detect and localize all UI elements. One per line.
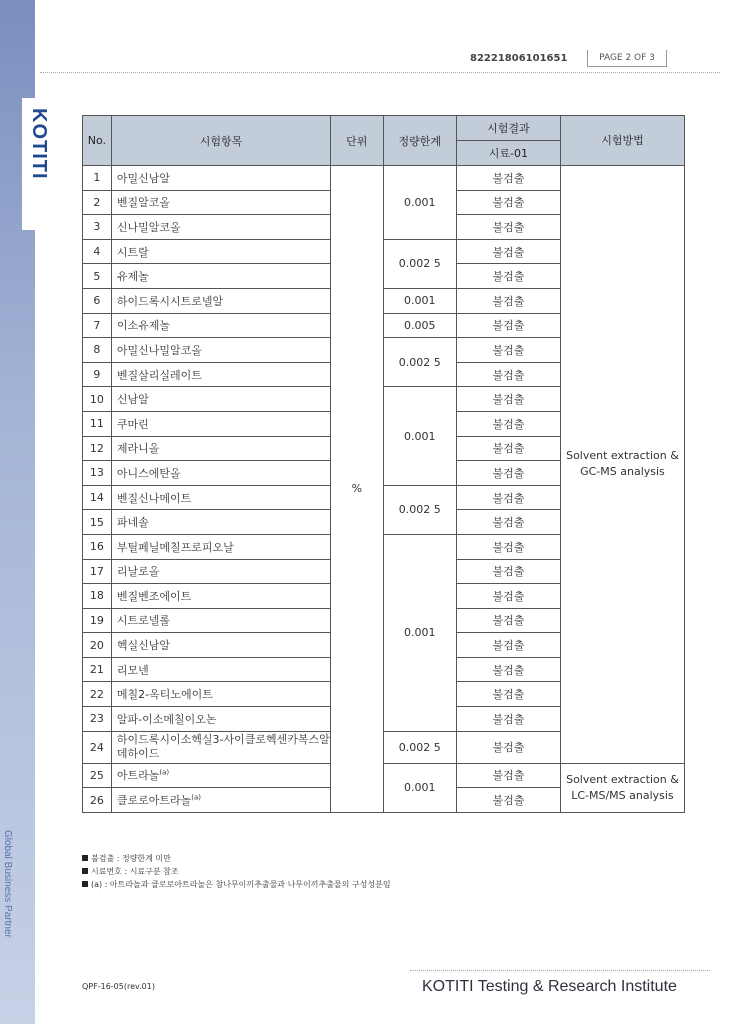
header-no: No. (83, 116, 112, 166)
document-number: 82221806101651 (470, 53, 568, 64)
header-method: 시험방법 (560, 116, 684, 166)
footnote: 불검출 : 정량한계 미만 (82, 852, 391, 865)
header-unit: 단위 (331, 116, 383, 166)
table-row: 9 벤질살리실레이트 불검출 (83, 362, 685, 387)
brand-tagline: Global Business Partner (2, 830, 13, 938)
method-gc: Solvent extraction & GC-MS analysis (560, 166, 684, 764)
table-row: 3 신나밀알코올 불검출 (83, 215, 685, 240)
table-row: 22 메칠2-옥티노에이트 불검출 (83, 682, 685, 707)
table-row: 13 아니스에탄올 불검출 (83, 461, 685, 486)
table-row: 10 신남알 0.001 불검출 (83, 387, 685, 412)
table-body (83, 166, 685, 813)
table-row: 25 아트라놀$^{(a)}$ 0.001 불검출 Solvent extraction & LC-MS/MS analysis (83, 763, 685, 788)
header-limit: 정량한계 (383, 116, 456, 166)
table-row: 26 클로로아트라놀$^{(a)}$ 불검출 (83, 788, 685, 813)
table-row: 17 리날로올 불검출 (83, 559, 685, 584)
header-item: 시험항목 (111, 116, 330, 166)
table-row: 24 하이드록시이소헥실3-사이클로헥센카복스알데하이드 0.002 5 불검출 (83, 731, 685, 763)
test-results-table (82, 115, 685, 813)
table-row: 5 유제놀 불검출 (83, 264, 685, 289)
brand-logo: KOTITI (28, 108, 50, 180)
footnote: (a) : 아트라놀과 클로로아트라놀은 참나무이끼추출물과 나무이끼추출물의 구성성분임 (82, 878, 391, 891)
table-row: 2 벤질알코올 불검출 (83, 190, 685, 215)
header-sample: 시료-01 (456, 141, 560, 166)
table-row: 1 아밀신남알 % 0.001 불검출 Solvent extraction & GC-MS analysis (83, 166, 685, 191)
table-row: 7 이소유제놀 0.005 불검출 (83, 313, 685, 338)
footer-divider (410, 970, 710, 971)
table-row: 20 헥실신남알 불검출 (83, 633, 685, 658)
page-indicator: PAGE 2 OF 3 (587, 50, 667, 67)
table-row: 21 리모넨 불검출 (83, 657, 685, 682)
header-result: 시험결과 (456, 116, 560, 141)
table-row: 6 하이드록시시트로넬알 0.001 불검출 (83, 288, 685, 313)
table-row: 11 쿠마린 불검출 (83, 411, 685, 436)
table-row: 14 벤질신나메이트 0.002 5 불검출 (83, 485, 685, 510)
table-row: 23 알파-이소메칠이오논 불검출 (83, 707, 685, 732)
table-row: 15 파네솔 불검출 (83, 510, 685, 535)
method-lc: Solvent extraction & LC-MS/MS analysis (560, 763, 684, 812)
header-divider (40, 72, 720, 73)
table-row: 4 시트랄 0.002 5 불검출 (83, 239, 685, 264)
table-row: 19 시트로넬롤 불검출 (83, 608, 685, 633)
institute-name: KOTITI Testing & Research Institute (422, 978, 677, 995)
form-code: QPF-16-05(rev.01) (82, 982, 155, 991)
footnote: 시료번호 : 시료구분 참조 (82, 865, 391, 878)
footnotes (82, 852, 391, 891)
table-row: 16 부틸페닐메칠프로피오날 0.001 불검출 (83, 534, 685, 559)
unit-cell: % (331, 166, 383, 813)
table-row: 8 아밀신나밀알코올 0.002 5 불검출 (83, 338, 685, 363)
table-row: 18 벤질벤조에이트 불검출 (83, 584, 685, 609)
table-row: 12 제라니올 불검출 (83, 436, 685, 461)
